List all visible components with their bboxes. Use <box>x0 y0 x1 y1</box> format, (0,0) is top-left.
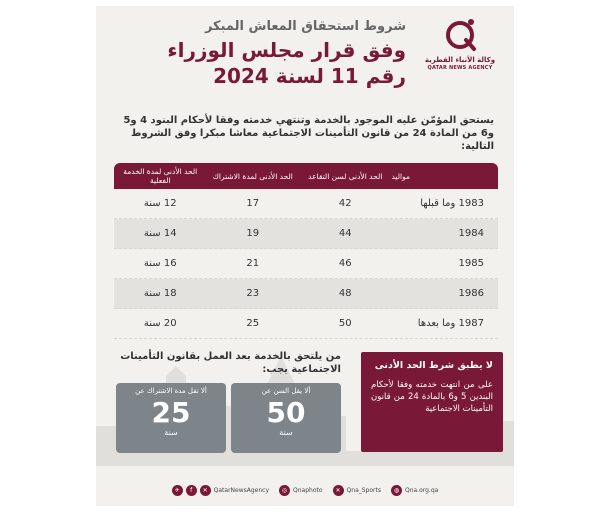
stat-value: 25 <box>151 396 191 429</box>
qna-logo-icon <box>440 16 480 52</box>
table-cell: 42 <box>338 198 352 209</box>
table-header-cell: مواليد <box>391 171 410 181</box>
table-cell: 25 <box>246 318 260 329</box>
table-cell: 23 <box>246 288 260 299</box>
social-footer <box>96 482 514 498</box>
globe-icon[interactable]: ◍ <box>391 485 402 496</box>
table-header-cell: الحد الأدنى لمدة الخدمة الفعلية <box>123 167 198 185</box>
footer-site[interactable]: Qna.org.qa <box>404 486 439 494</box>
table-cell: 20 سنة <box>143 318 177 329</box>
table-row <box>114 189 498 219</box>
exception-box <box>361 352 503 452</box>
table-cell: 18 سنة <box>143 288 177 299</box>
table-row <box>114 309 498 339</box>
table-cell: 1986 <box>458 288 484 299</box>
intro-paragraph: يستحق المؤمّن عليه الموجود بالخدمة وتنتهي خدمته وفقا لأحكام البنود 4 و5 و6 من المادة 24 من قانون التأمينات الاجتماعية معاشا مبكرا وفق الشروط التالية: <box>123 115 494 152</box>
table-cell: 12 سنة <box>143 198 177 209</box>
stat-label: ألا يقل السن عن <box>261 387 311 395</box>
header-subtitle: شروط استحقاق المعاش المبكر <box>204 19 406 34</box>
table-cell: 44 <box>338 228 352 239</box>
exception-title: لا يطبق شرط الحد الأدنى <box>374 360 493 371</box>
table-row <box>114 279 498 309</box>
table-row <box>114 219 498 249</box>
footer-sports-group[interactable] <box>333 485 381 496</box>
table-cell: 48 <box>338 288 352 299</box>
table-cell: 1987 وما بعدها <box>417 318 484 329</box>
conditions-table <box>114 163 498 339</box>
stat-unit: سنة <box>164 428 178 437</box>
footer-photo-group[interactable] <box>279 485 323 496</box>
table-cell: 46 <box>338 258 352 269</box>
table-header-cell: الحد الأدنى لمدة الاشتراك <box>212 171 293 181</box>
table-cell: 1984 <box>458 228 484 239</box>
footer-site-group[interactable] <box>391 485 438 496</box>
table-cell: 16 سنة <box>143 258 177 269</box>
stat-min-subscription <box>116 383 226 453</box>
table-cell: 21 <box>246 258 260 269</box>
footer-handle[interactable]: Qna_Sports <box>346 486 381 494</box>
table-cell: 50 <box>338 318 352 329</box>
header-title: وفق قرار مجلس الوزراء <box>167 38 406 62</box>
table-row <box>114 249 498 279</box>
table-header <box>114 163 498 189</box>
facebook-icon[interactable]: f <box>186 485 197 496</box>
footer-social-group[interactable] <box>172 485 269 496</box>
stat-label: ألا تقل مدة الاشتراك عن <box>135 387 207 395</box>
x-icon[interactable]: ✕ <box>333 485 344 496</box>
instagram-icon[interactable]: ◎ <box>279 485 290 496</box>
footer-handle[interactable]: QatarNewsAgency <box>213 486 270 494</box>
table-header-cell: الحد الأدنى لسن التقاعد <box>308 171 383 181</box>
logo-english-text: QATAR NEWS AGENCY <box>427 65 493 71</box>
stat-min-age <box>231 383 341 453</box>
x-icon[interactable]: ✕ <box>200 485 211 496</box>
footer-handle[interactable]: Qnaphoto <box>293 486 323 494</box>
table-cell: 1983 وما قبلها <box>420 198 484 209</box>
postjoin-text: من يلتحق بالخدمة بعد العمل بقانون التأمينات الاجتماعية يجب: <box>120 351 341 375</box>
table-cell: 1985 <box>458 258 484 269</box>
infographic-card <box>96 6 514 506</box>
exception-body: على من انتهت خدمته وفقا لأحكام البندين 5 و6 بالمادة 24 من قانون التأمينات الاجتماعية <box>371 380 493 414</box>
qna-logo <box>420 16 500 71</box>
stat-unit: سنة <box>279 428 293 437</box>
header-title-line2: رقم 11 لسنة 2024 <box>213 64 406 88</box>
table-cell: 14 سنة <box>143 228 177 239</box>
telegram-icon[interactable]: ✈ <box>172 485 183 496</box>
table-cell: 19 <box>246 228 260 239</box>
logo-arabic-text: وكالة الأنباء القطرية <box>424 56 496 64</box>
table-cell: 17 <box>246 198 260 209</box>
stat-value: 50 <box>266 396 306 429</box>
